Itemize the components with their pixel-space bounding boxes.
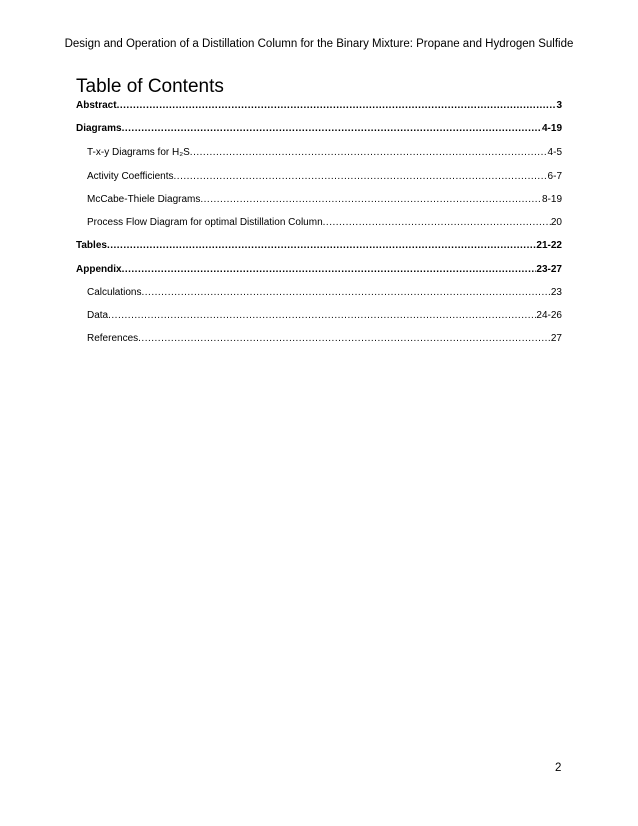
leader-dots [107,240,536,252]
document-header: Design and Operation of a Distillation Column for the Binary Mixture: Propane and Hydrogen Sulfide [64,38,574,50]
toc-entry-label: McCabe-Thiele Diagrams [87,194,201,205]
toc-entry-label: Abstract [76,100,117,111]
toc-entry-page: 4-19 [541,123,562,134]
leader-dots [117,100,557,112]
toc-entry-label: Calculations [87,287,142,298]
leader-dots [138,333,551,345]
toc-entry-label: Process Flow Diagram for optimal Distillation Column [87,217,323,228]
toc-entry-page: 24-26 [536,310,562,321]
leader-dots [190,147,548,159]
toc-entry-appendix[interactable] [76,264,562,276]
page-number: 2 [555,762,562,774]
toc-entry-label: T-x-y Diagrams for H₂S [87,147,190,158]
toc-entry-process-flow-diagram[interactable] [76,217,562,229]
toc-entry-page: 8-19 [541,194,562,205]
toc-heading: Table of Contents [76,76,224,97]
leader-dots [200,194,542,206]
toc-entry-label: References [87,333,139,344]
toc-entry-references[interactable] [76,333,562,345]
leader-dots [122,264,537,276]
toc-entry-calculations[interactable] [76,287,562,299]
toc-entry-page: 4-5 [547,147,562,158]
toc-entry-txy-diagrams[interactable] [76,147,562,159]
toc-entry-label: Data [87,310,109,321]
leader-dots [108,310,536,322]
toc-entry-page: 23 [550,287,562,298]
toc-entry-tables[interactable] [76,240,562,252]
toc-entry-label: Activity Coefficients [87,171,174,182]
toc-entry-page: 6-7 [547,171,562,182]
toc-entry-label: Diagrams [76,123,122,134]
toc-entry-page: 27 [550,333,562,344]
leader-dots [122,123,542,135]
toc-entry-diagrams[interactable] [76,123,562,135]
toc-entry-mccabe-thiele[interactable] [76,194,562,206]
toc-entry-label: Appendix [76,264,122,275]
toc-entry-page: 20 [550,217,562,228]
toc-entry-data[interactable] [76,310,562,322]
toc-entry-page: 3 [556,100,562,111]
leader-dots [323,217,551,229]
toc-entry-page: 21-22 [536,240,562,251]
toc-entry-label: Tables [76,240,107,251]
toc-entry-abstract[interactable] [76,100,562,112]
leader-dots [141,287,550,299]
leader-dots [174,171,548,183]
toc-entry-page: 23-27 [536,264,562,275]
toc-entry-activity-coefficients[interactable] [76,171,562,183]
